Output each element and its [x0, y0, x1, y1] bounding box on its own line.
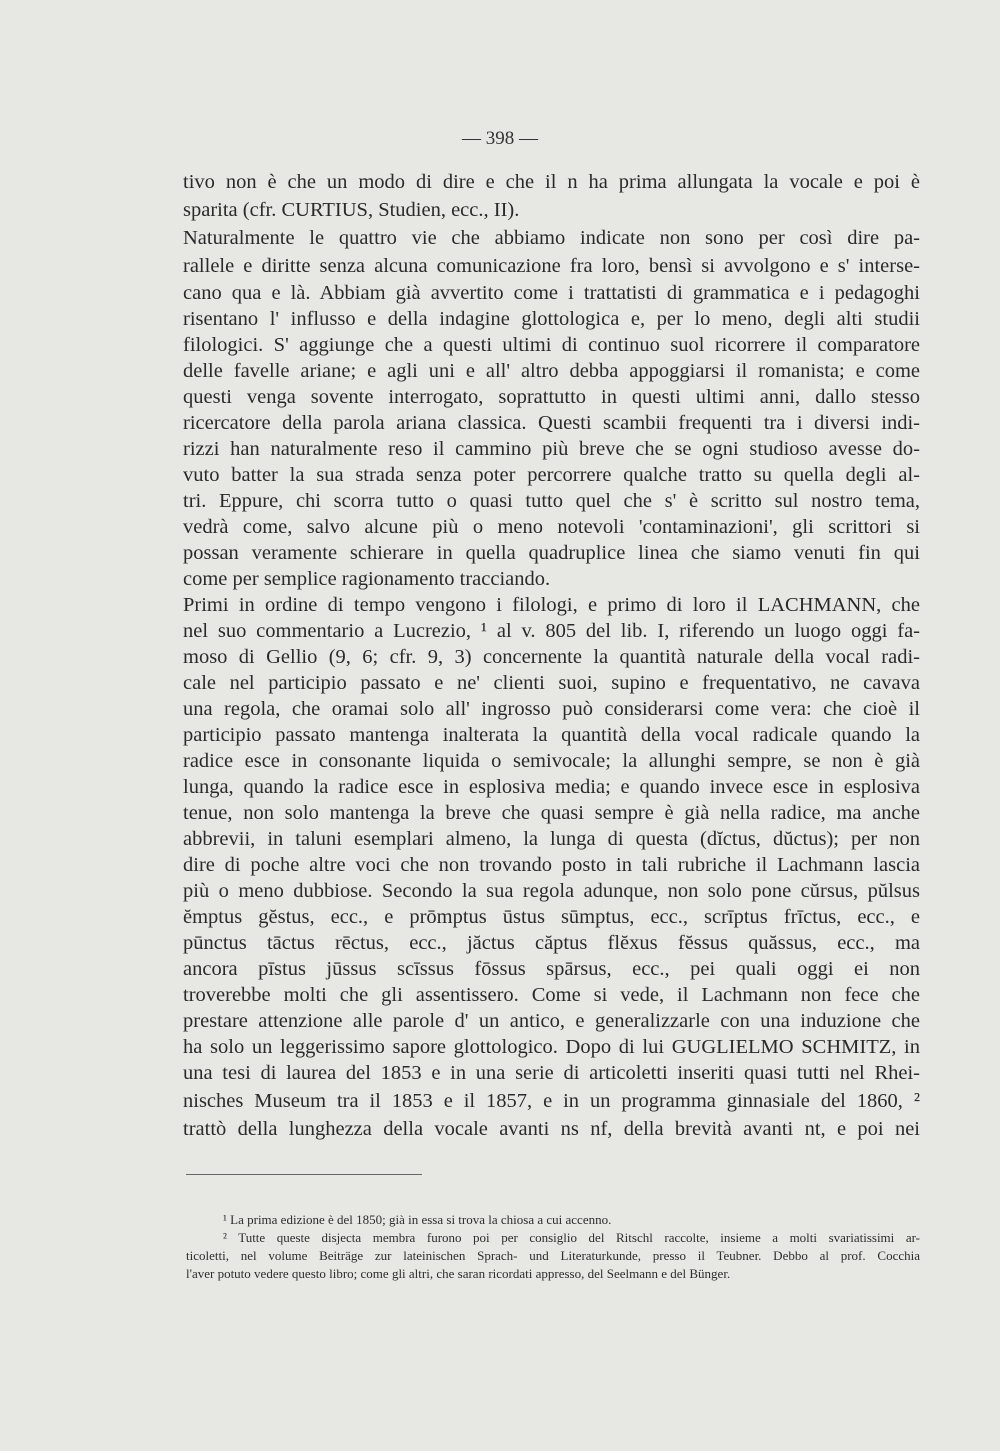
body-line: risentano l' influsso e della indagine glottologica e, per lo meno, degli alti studii	[183, 308, 920, 330]
body-line: vuto batter la sua strada senza poter percorrere qualche tratto su quella degli al-	[183, 464, 920, 486]
body-line: Naturalmente le quattro vie che abbiamo indicate non sono per così dire pa-	[183, 227, 920, 249]
body-line: moso di Gellio (9, 6; cfr. 9, 3) concernente la quantità naturale della vocal radi-	[183, 646, 920, 668]
page-number: — 398 —	[462, 128, 538, 149]
body-line: vedrà come, salvo alcune più o meno notevoli 'contaminazioni', gli scrittori si	[183, 516, 920, 538]
body-line: Primi in ordine di tempo vengono i filologi, e primo di loro il LACHMANN, che	[183, 594, 920, 616]
body-line: tivo non è che un modo di dire e che il n ha prima allungata la vocale e poi è	[183, 171, 920, 193]
body-line: prestare attenzione alle parole d' un antico, e generalizzarle con una induzione che	[183, 1010, 920, 1032]
body-line: una tesi di laurea del 1853 e in una serie di articoletti inseriti quasi tutti nel Rhei-	[183, 1062, 920, 1084]
body-line: più o meno dubbiose. Secondo la sua regola adunque, non solo pone cŭrsus, pŭlsus	[183, 880, 920, 902]
footnote-separator	[186, 1174, 422, 1175]
body-line: rallele e diritte senza alcuna comunicazione fra loro, bensì si avvolgono e s' interse-	[183, 255, 920, 277]
body-line: rizzi han naturalmente reso il cammino più breve che se ogni studioso avesse do-	[183, 438, 920, 460]
body-line: cano qua e là. Abbiam già avvertito come i trattatisti di grammatica e i pedagoghi	[183, 282, 920, 304]
body-line: trattò della lunghezza della vocale avanti ns nf, della brevità avanti nt, e poi nei	[183, 1118, 920, 1140]
body-line: filologici. S' aggiunge che a questi ultimi di continuo suol ricorrere il comparatore	[183, 334, 920, 356]
body-line: lunga, quando la radice esce in esplosiva media; e quando invece esce in esplosiva	[183, 776, 920, 798]
footnote-2: ² Tutte queste disjecta membra furono poi per consiglio del Ritschl raccolte, insieme a molti svariatissimi ar-	[223, 1230, 920, 1245]
body-line: ancora pīstus jūssus scīssus fōssus spārsus, ecc., pei quali oggi ei non	[183, 958, 920, 980]
body-line: ĕmptus gĕstus, ecc., e prōmptus ūstus sūmptus, ecc., scrīptus frīctus, ecc., e	[183, 906, 920, 928]
body-line: sparita (cfr. CURTIUS, Studien, ecc., II).	[183, 199, 520, 221]
body-line: dire di poche altre voci che non trovando posto in tali rubriche il Lachmann lascia	[183, 854, 920, 876]
body-line: pūnctus tāctus rēctus, ecc., jăctus căptus flĕxus fĕssus quăssus, ecc., ma	[183, 932, 920, 954]
body-line: possan veramente schierare in quella quadruplice linea che siamo venuti fin qui	[183, 542, 920, 564]
body-line: cale nel participio passato e ne' clienti suoi, supino e frequentativo, ne cavava	[183, 672, 920, 694]
footnote-2-continued: l'aver potuto vedere questo libro; come gli altri, che saran ricordati appresso, del Seelmann e del Bünger.	[186, 1266, 731, 1281]
body-line: nel suo commentario a Lucrezio, ¹ al v. 805 del lib. I, riferendo un luogo oggi fa-	[183, 620, 920, 642]
footnote-2-continued: ticoletti, nel volume Beiträge zur lateinischen Sprach- und Literaturkunde, presso il Teubner. Debbo al prof. Cocchia	[186, 1248, 920, 1263]
body-line: una regola, che oramai solo all' ingrosso può considerarsi come vera: che cioè il	[183, 698, 920, 720]
body-line: come per semplice ragionamento tracciando.	[183, 568, 551, 590]
body-line: troverebbe molti che gli assentissero. Come si vede, il Lachmann non fece che	[183, 984, 920, 1006]
body-line: ricercatore della parola ariana classica. Questi scambii frequenti tra i diversi indi-	[183, 412, 920, 434]
body-line: delle favelle ariane; e agli uni e all' altro debba appoggiarsi il romanista; e come	[183, 360, 920, 382]
body-line: nisches Museum tra il 1853 e il 1857, e in un programma ginnasiale del 1860, ²	[183, 1090, 920, 1112]
body-line: questi venga sovente interrogato, soprattutto in questi ultimi anni, dallo stesso	[183, 386, 920, 408]
body-line: tenue, non solo mantenga la breve che quasi sempre è già nella radice, ma anche	[183, 802, 920, 824]
body-line: participio passato mantenga inalterata la quantità della vocal radicale quando la	[183, 724, 920, 746]
body-line: tri. Eppure, chi scorra tutto o quasi tutto quel che s' è scritto sul nostro tema,	[183, 490, 920, 512]
body-line: abbrevii, in taluni esemplari almeno, la lunga di questa (dĭctus, dŭctus); per non	[183, 828, 920, 850]
footnote-1: ¹ La prima edizione è del 1850; già in essa si trova la chiosa a cui accenno.	[223, 1212, 612, 1227]
body-line: ha solo un leggerissimo sapore glottologico. Dopo di lui GUGLIELMO SCHMITZ, in	[183, 1036, 920, 1058]
body-line: radice esce in consonante liquida o semivocale; la allunghi sempre, se non è già	[183, 750, 920, 772]
